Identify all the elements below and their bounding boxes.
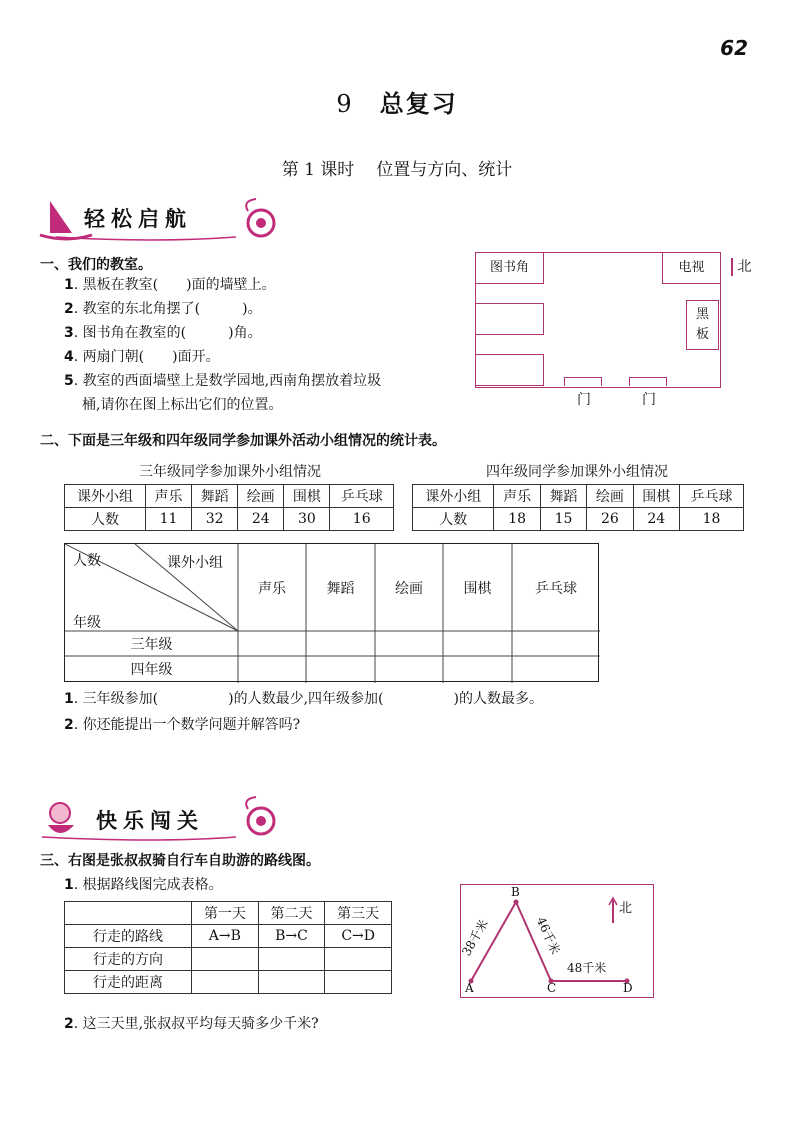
column-header: 声乐 (258, 581, 286, 597)
door-opening (629, 377, 667, 386)
answer-cell[interactable] (192, 948, 259, 971)
chapter-title-text: 总复习 (379, 90, 458, 118)
route-map (460, 884, 654, 998)
table-cell: 24 (238, 508, 284, 531)
q1-item5-continued: 桶,请你在图上标出它们的位置。 (82, 397, 283, 413)
answer-cell[interactable] (258, 948, 325, 971)
table-cell: 声乐 (146, 485, 192, 508)
table4-caption: 四年级同学参加课外小组情况 (486, 464, 668, 480)
table-cell: 围棋 (633, 485, 679, 508)
answer-cell[interactable] (258, 971, 325, 994)
table-cell: 32 (192, 508, 238, 531)
table-cell: 乒乓球 (679, 485, 743, 508)
banner-title-happy-challenge: 快乐闯关 (96, 809, 204, 833)
column-header: 舞蹈 (326, 581, 355, 597)
q1-items (64, 273, 464, 417)
point-c-label: C (547, 981, 557, 995)
q1-item: 1. 黑板在教室( )面的墙壁上。 (64, 277, 276, 293)
table-cell: 课外小组 (65, 485, 146, 508)
q1-item: 4. 两扇门朝( )面开。 (64, 349, 220, 365)
answer-cell[interactable] (325, 948, 392, 971)
page-number: 62 (720, 36, 748, 60)
banner-easy-start (36, 195, 286, 245)
table-cell: 第一天 (192, 902, 259, 925)
table-cell: 课外小组 (413, 485, 494, 508)
chapter-title (0, 84, 794, 119)
table-cell: 声乐 (494, 485, 540, 508)
corner-label-count: 人数 (73, 553, 101, 569)
table-row (65, 971, 392, 994)
table-cell (65, 902, 192, 925)
door-label: 门 (577, 392, 591, 408)
table-cell: 乒乓球 (330, 485, 394, 508)
table-header-row (65, 902, 392, 925)
table-cell: 绘画 (587, 485, 633, 508)
table-row (65, 508, 394, 531)
table-cell: 舞蹈 (192, 485, 238, 508)
row-label-grade3: 三年级 (130, 637, 173, 653)
column-header: 乒乓球 (535, 581, 577, 597)
corner-label-group: 课外小组 (167, 555, 223, 571)
q1-item: 3. 图书角在教室的( )角。 (64, 325, 262, 341)
table3-caption: 三年级同学参加课外小组情况 (139, 464, 321, 480)
point-b-label: B (511, 885, 520, 899)
blackboard-box: 黑 板 (686, 300, 719, 350)
table-cell: B→C (258, 925, 325, 948)
banner-title-easy-start: 轻松启航 (84, 207, 192, 231)
lesson-topic: 位置与方向、统计 (376, 160, 513, 180)
q3-sub1: 1. 根据路线图完成表格。 (64, 877, 223, 893)
table-cell: 第三天 (325, 902, 392, 925)
q2-sub1: 1. 三年级参加( )的人数最少,四年级参加( )的人数最多。 (64, 691, 543, 707)
corner-label-grade: 年级 (73, 615, 101, 631)
table-cell: 15 (540, 508, 586, 531)
q1-item: 5. 教室的西面墙壁上是数学园地,西南角摆放着垃圾 (64, 373, 382, 389)
north-label: 北 (737, 259, 752, 275)
q1-heading: 一、我们的教室。 (40, 257, 152, 273)
point-d-label: D (623, 981, 633, 995)
desk-box (475, 354, 544, 386)
table-cell: 30 (284, 508, 330, 531)
table-cell: 行走的距离 (65, 971, 192, 994)
table-grade4 (412, 484, 744, 531)
q1-item: 2. 教室的东北角摆了( )。 (64, 301, 262, 317)
table-cell: 行走的方向 (65, 948, 192, 971)
table-cell: 18 (494, 508, 540, 531)
table-cell: 行走的路线 (65, 925, 192, 948)
point-a-label: A (465, 981, 474, 995)
table-cell: 人数 (65, 508, 146, 531)
north-label: 北 (619, 901, 633, 916)
desk-box (475, 303, 544, 335)
table-cell: 舞蹈 (540, 485, 586, 508)
library-corner: 图书角 (475, 252, 544, 284)
table-cell: 围棋 (284, 485, 330, 508)
table-cell: 第二天 (258, 902, 325, 925)
north-indicator (731, 256, 751, 276)
table-row (413, 508, 744, 531)
table-cell: 绘画 (238, 485, 284, 508)
table-row (65, 948, 392, 971)
answer-cell[interactable] (325, 971, 392, 994)
table-cell: 18 (679, 508, 743, 531)
chapter-number: 9 (336, 90, 354, 118)
q2-heading: 二、下面是三年级和四年级同学参加课外活动小组情况的统计表。 (40, 433, 446, 449)
combined-table[interactable] (64, 543, 599, 682)
column-header: 绘画 (395, 581, 423, 597)
bc-distance-label: 46千米 (533, 914, 563, 957)
table-row (65, 925, 392, 948)
door-label: 门 (642, 392, 656, 408)
table-cell: 24 (633, 508, 679, 531)
table-cell: 26 (587, 508, 633, 531)
column-header: 围棋 (463, 581, 492, 597)
answer-cell[interactable] (192, 971, 259, 994)
banner-happy-challenge (36, 795, 286, 845)
classroom-map[interactable] (475, 252, 721, 388)
ab-distance-label: 38千米 (459, 917, 491, 959)
tv-box: 电视 (662, 252, 721, 284)
q3-sub2: 2. 这三天里,张叔叔平均每天骑多少千米? (64, 1016, 319, 1032)
lesson-number: 第 1 课时 (281, 160, 355, 180)
route-table[interactable] (64, 901, 392, 994)
north-arrow-icon (731, 258, 733, 276)
q2-sub2: 2. 你还能提出一个数学问题并解答吗? (64, 717, 301, 733)
row-label-grade4: 四年级 (130, 662, 173, 678)
door-opening (564, 377, 602, 386)
q3-heading: 三、右图是张叔叔骑自行车自助游的路线图。 (40, 853, 320, 869)
cd-distance-label: 48千米 (567, 961, 607, 975)
table-header-row (413, 485, 744, 508)
table-cell: 11 (146, 508, 192, 531)
table-grade3 (64, 484, 394, 531)
table-header-row (65, 485, 394, 508)
table-cell: A→B (192, 925, 259, 948)
table-cell: 16 (330, 508, 394, 531)
table-cell: C→D (325, 925, 392, 948)
table-cell: 人数 (413, 508, 494, 531)
lesson-title (0, 155, 794, 180)
